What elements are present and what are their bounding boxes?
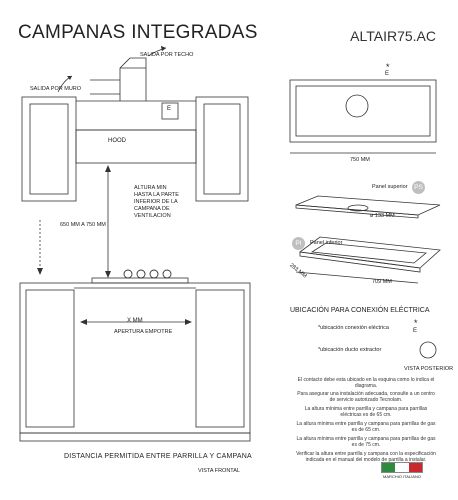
top-view-width: 750 MM (350, 157, 370, 163)
top-view-outline (290, 80, 436, 142)
burner (150, 270, 158, 278)
duct-wall (90, 80, 120, 94)
label-salida-techo: SALIDA POR TECHO (140, 52, 194, 58)
burner (163, 270, 171, 278)
label-hood: HOOD (108, 138, 126, 144)
note-6: Verificar la altura entre parrilla y campana con la especificación indicada en el manual del modelo de parrilla a instalar. (296, 451, 436, 464)
page-title: CAMPANAS INTEGRADAS (18, 22, 258, 43)
label-vista-posterior: VISTA POSTERIOR (404, 366, 454, 372)
legend-title: UBICACIÓN PARA CONEXIÓN ELÉCTRICA (290, 307, 430, 314)
note-5: La altura mínima entre parrilla y campana para parrillas de gas es de 75 cm. (296, 436, 436, 449)
label-diameter: ø 133 MM (370, 213, 395, 219)
label-apertura: APERTURA EMPOTRE (114, 329, 173, 335)
upper-panel (296, 196, 440, 215)
legend-electric-e: E (413, 328, 418, 334)
label-dim-vertical: 650 MM A 750 MM (60, 222, 106, 228)
cooktop (92, 278, 188, 283)
tag-pi: PI (292, 237, 305, 250)
legend-duct: *ubicación ducto extractor (318, 347, 382, 353)
label-panel-inferior: Panel inferior (310, 240, 343, 246)
note-1: El contacto debe esta ubicado en la esquina como lo indica el diagrama. (297, 377, 435, 390)
tag-ps: PS (412, 181, 425, 194)
label-altura-min: ALTURA MIN HASTA LA PARTE INFERIOR DE LA CAMPANA DE VENTILACION (134, 185, 179, 219)
burner (137, 270, 145, 278)
legend-electric: *ubicación conexión eléctrica (318, 325, 389, 331)
label-vista-frontal: VISTA FRONTAL (198, 468, 240, 474)
marker-e: E (385, 71, 390, 77)
hood-box (76, 130, 196, 163)
burner (124, 270, 132, 278)
label-e: E (167, 106, 172, 112)
lower-cabinet (20, 283, 250, 433)
marchio-italiano-badge (381, 462, 423, 479)
duct-legend-circle (420, 342, 436, 358)
label-panel-superior: Panel superior (372, 184, 408, 190)
legend-electric-star: * (414, 318, 418, 328)
top-view-duct (346, 95, 368, 117)
italian-flag-icon (381, 462, 423, 473)
model-code: ALTAIR75.AC (350, 28, 436, 44)
label-depth: 283 MM (288, 262, 308, 280)
label-salida-muro: SALIDA POR MURO (30, 86, 82, 92)
badge-label: MARCHIO ITALIANO (383, 474, 421, 479)
marker-star: * (386, 62, 390, 72)
note-4: La altura mínima entre parrilla y campana para parrillas de gas es de 65 cm. (296, 421, 436, 434)
caption-distance: DISTANCIA PERMITIDA ENTRE PARRILLA Y CAMPANA (64, 453, 252, 460)
note-3: La altura mínima entre parrilla y campana para parrillas eléctricas es de 65 cm. (304, 406, 428, 419)
label-width: 709 MM (372, 279, 392, 285)
note-2: Para asegurar una instalación adecuada, consulte a un centro de servicio autorizado Tecnolam. (297, 391, 435, 404)
label-x-mm: X MM (127, 318, 143, 324)
duct-top (120, 58, 146, 101)
